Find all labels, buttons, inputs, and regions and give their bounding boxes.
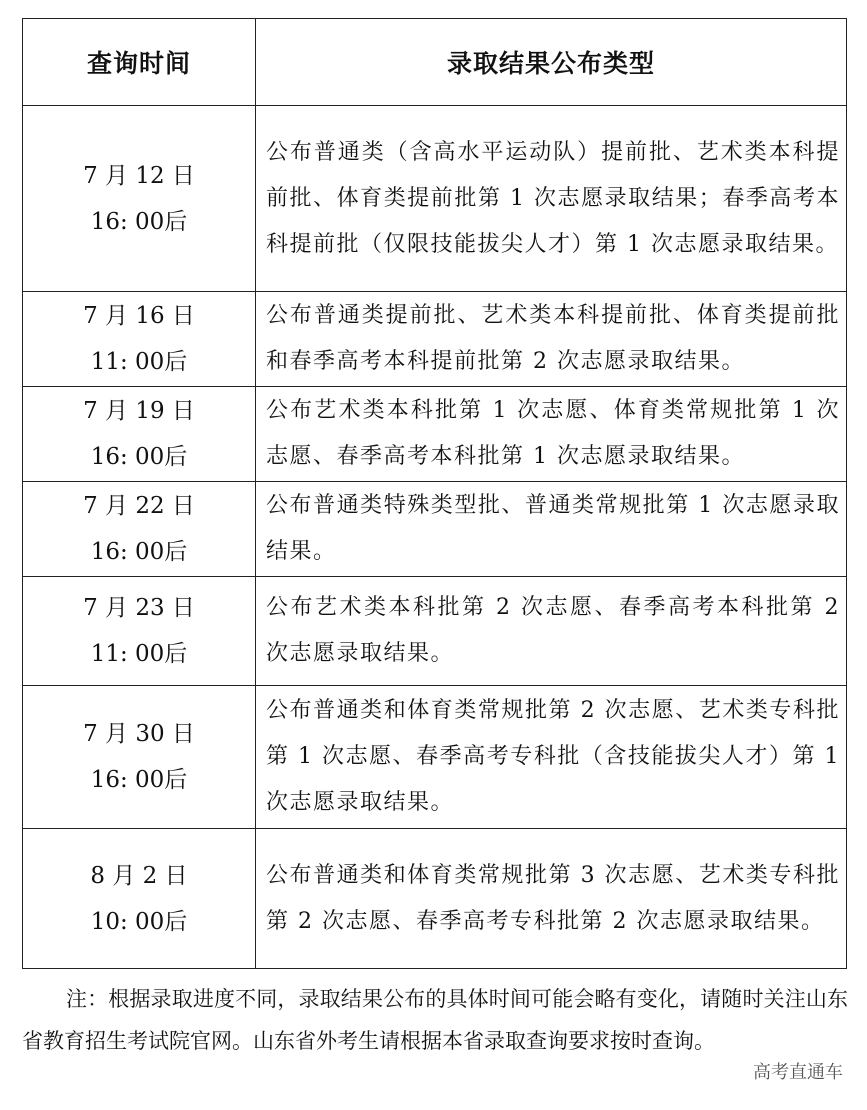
header-query-time: 查询时间 bbox=[23, 19, 256, 106]
table-row bbox=[23, 387, 847, 482]
result-type-cell: 公布普通类和体育类常规批第 2 次志愿、艺术类专科批第 1 次志愿、春季高考专科批（含技能拔尖人才）第 1 次志愿录取结果。 bbox=[256, 686, 847, 829]
admission-schedule-table bbox=[22, 18, 847, 969]
table-row bbox=[23, 686, 847, 829]
query-time-cell bbox=[23, 482, 256, 577]
query-date: 7 月 19 日 bbox=[83, 398, 195, 424]
watermark: 高考直通车 bbox=[753, 1062, 843, 1083]
query-date: 7 月 12 日 bbox=[83, 162, 195, 189]
query-date: 8 月 2 日 bbox=[90, 862, 188, 889]
query-time-cell bbox=[23, 292, 256, 387]
query-time-cell bbox=[23, 387, 256, 482]
footnote: 注：根据录取进度不同，录取结果公布的具体时间可能会略有变化，请随时关注山东省教育招生考试院官网。山东省外考生请根据本省录取查询要求按时查询。 bbox=[22, 987, 848, 1053]
table-header-row bbox=[23, 19, 847, 106]
result-type-cell: 公布普通类提前批、艺术类本科提前批、体育类提前批和春季高考本科提前批第 2 次志愿录取结果。 bbox=[256, 292, 847, 387]
query-time-cell bbox=[23, 577, 256, 686]
table-row bbox=[23, 292, 847, 387]
query-hour: 16: 00后 bbox=[90, 444, 188, 470]
query-date: 7 月 23 日 bbox=[83, 595, 195, 621]
query-hour: 16: 00后 bbox=[90, 539, 188, 565]
query-hour: 16: 00后 bbox=[90, 208, 188, 235]
query-hour: 11: 00后 bbox=[90, 641, 188, 667]
result-type-cell: 公布普通类特殊类型批、普通类常规批第 1 次志愿录取结果。 bbox=[256, 482, 847, 577]
query-time-cell bbox=[23, 106, 256, 292]
result-type-cell: 公布普通类和体育类常规批第 3 次志愿、艺术类专科批第 2 次志愿、春季高考专科批第 2 次志愿录取结果。 bbox=[256, 829, 847, 969]
header-result-type: 录取结果公布类型 bbox=[256, 19, 847, 106]
table-row bbox=[23, 106, 847, 292]
result-type-cell: 公布艺术类本科批第 2 次志愿、春季高考本科批第 2 次志愿录取结果。 bbox=[256, 577, 847, 686]
query-date: 7 月 16 日 bbox=[83, 303, 195, 329]
table-row bbox=[23, 577, 847, 686]
query-time-cell bbox=[23, 829, 256, 969]
query-time-cell bbox=[23, 686, 256, 829]
table-row bbox=[23, 829, 847, 969]
table-row bbox=[23, 482, 847, 577]
query-hour: 10: 00后 bbox=[90, 908, 188, 935]
query-date: 7 月 22 日 bbox=[83, 493, 195, 519]
query-date: 7 月 30 日 bbox=[83, 721, 195, 747]
result-type-cell: 公布艺术类本科批第 1 次志愿、体育类常规批第 1 次志愿、春季高考本科批第 1 次志愿录取结果。 bbox=[256, 387, 847, 482]
result-type-cell: 公布普通类（含高水平运动队）提前批、艺术类本科提前批、体育类提前批第 1 次志愿录取结果；春季高考本科提前批（仅限技能拔尖人才）第 1 次志愿录取结果。 bbox=[256, 106, 847, 292]
query-hour: 16: 00后 bbox=[90, 767, 188, 793]
query-hour: 11: 00后 bbox=[90, 349, 188, 375]
